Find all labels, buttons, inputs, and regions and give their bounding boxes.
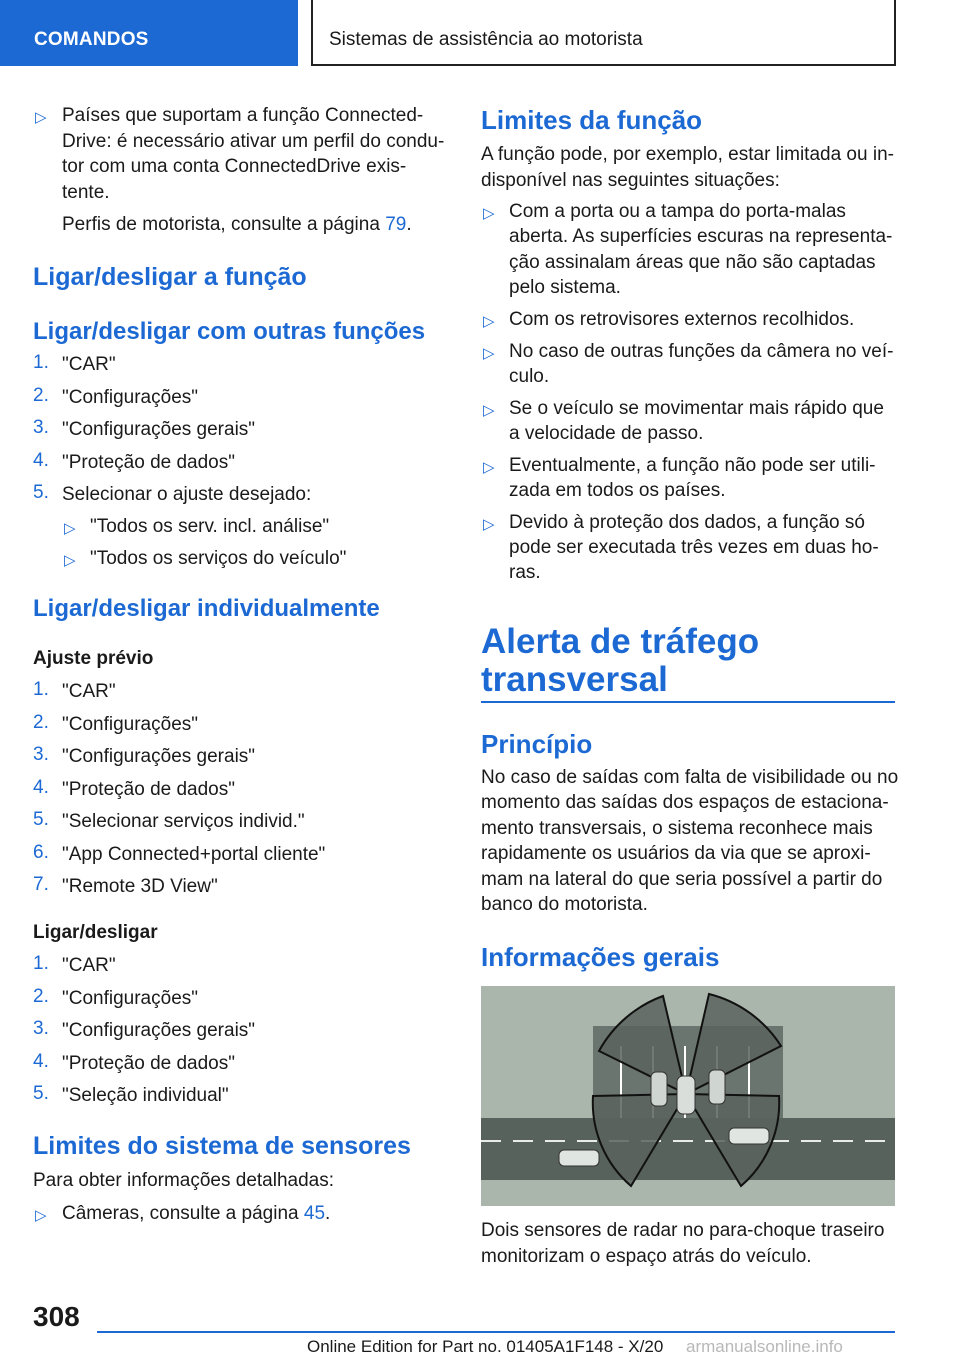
- step-number: 1.: [33, 352, 49, 373]
- bullet-triangle-icon: ▷: [483, 458, 495, 476]
- principle-line: banco do motorista.: [481, 894, 648, 915]
- subsection-heading-individual: Ligar/desligar individualmente: [33, 595, 380, 622]
- figure-caption-line: monitorizam o espaço atrás do veículo.: [481, 1246, 812, 1267]
- principle-line: momento das saídas dos espaços de estaciona‐: [481, 792, 889, 814]
- principle-line: rapidamente os usuários da via que se aproxi‐: [481, 843, 871, 865]
- step-text: "Seleção individual": [62, 1085, 229, 1106]
- step-text: "CAR": [62, 681, 116, 702]
- camera-reference: Câmeras, consulte a página 45.: [62, 1203, 331, 1224]
- page-number: 308: [33, 1301, 80, 1332]
- subsection-heading-other-functions: Ligar/desligar com outras funções: [33, 318, 426, 345]
- intro-bullet-line: tente.: [62, 182, 110, 203]
- section-heading-sensor-limits: Limites do sistema de sensores: [33, 1132, 411, 1160]
- step-number: 3.: [33, 744, 49, 765]
- step-number: 5.: [33, 809, 49, 830]
- intro-bullet-line: Países que suportam a função Connected‐: [62, 105, 424, 126]
- radar-coverage-diagram: [481, 986, 895, 1206]
- step-number: 4.: [33, 776, 49, 798]
- principle-line: mento transversais, o sistema reconhece mais: [481, 817, 873, 839]
- limit-bullet-line: zada em todos os países.: [509, 480, 726, 501]
- bullet-triangle-icon: ▷: [483, 344, 495, 362]
- step-number: 2.: [33, 985, 49, 1007]
- cross-traffic-illustration: [481, 986, 895, 1206]
- step-text: "Configurações": [62, 987, 199, 1009]
- limit-bullet-line: Eventualmente, a função não pode ser utili‐: [509, 454, 876, 476]
- principle-line: mam na lateral do que seria possível a partir do: [481, 868, 883, 890]
- option-item: "Todos os serviços do veículo": [90, 548, 347, 569]
- chapter-heading-line: transversal: [481, 660, 668, 699]
- option-item: "Todos os serv. incl. análise": [90, 516, 330, 537]
- step-text: "Proteção de dados": [62, 778, 235, 800]
- intro-bullet-line: Drive: é necessário ativar um perfil do condu‐: [62, 131, 445, 152]
- chapter-label: Sistemas de assistência ao motorista: [329, 29, 643, 50]
- step-number: 1.: [33, 953, 49, 974]
- limit-bullet-line: Devido à proteção dos dados, a função só: [509, 511, 865, 533]
- step-text: "Configurações": [62, 386, 199, 408]
- step-text: "Remote 3D View": [62, 876, 218, 897]
- limits-intro-line: disponível nas seguintes situações:: [481, 170, 780, 191]
- limit-bullet-line: No caso de outras funções da câmera no veí‐: [509, 340, 894, 362]
- bullet-triangle-icon: ▷: [483, 515, 495, 533]
- step-text: "App Connected+portal cliente": [62, 843, 326, 865]
- section-heading-limits: Limites da função: [481, 105, 703, 135]
- driver-profile-reference: Perfis de motorista, consulte a página 79.: [62, 214, 412, 235]
- edition-note: Online Edition for Part no. 01405A1F148 - X/20: [307, 1337, 664, 1356]
- intro-bullet-line: tor com uma conta ConnectedDrive exis‐: [62, 156, 407, 177]
- bullet-triangle-icon: ▷: [483, 205, 495, 222]
- step-number: 5.: [33, 1083, 49, 1104]
- step-text: Selecionar o ajuste desejado:: [62, 484, 312, 505]
- principle-line: No caso de saídas com falta de visibilidade ou no: [481, 767, 899, 788]
- step-text: "Proteção de dados": [62, 451, 235, 473]
- limit-bullet-line: culo.: [509, 365, 550, 387]
- step-text: "Configurações gerais": [62, 419, 256, 440]
- step-text: "Configurações": [62, 713, 199, 735]
- limit-bullet-line: aberta. As superfícies escuras na representa‐: [509, 226, 893, 248]
- limit-bullet-line: ras.: [509, 562, 541, 584]
- step-number: 3.: [33, 1018, 49, 1039]
- page-link[interactable]: 45: [303, 1203, 326, 1224]
- section-heading-principle: Princípio: [481, 729, 593, 759]
- step-number: 1.: [33, 679, 49, 700]
- bullet-triangle-icon: ▷: [35, 109, 47, 126]
- limit-bullet-line: pode ser executada três vezes em duas ho‐: [509, 537, 879, 559]
- section-heading-toggle: Ligar/desligar a função: [33, 263, 307, 291]
- limit-bullet-line: Se o veículo se movimentar mais rápido que: [509, 397, 884, 419]
- page-link[interactable]: 79: [385, 214, 407, 235]
- bullet-triangle-icon: ▷: [64, 552, 76, 569]
- step-text: "Selecionar serviços individ.": [62, 811, 305, 832]
- bullet-triangle-icon: ▷: [35, 1207, 47, 1224]
- figure-caption-line: Dois sensores de radar no para-choque traseiro: [481, 1220, 885, 1241]
- bullet-triangle-icon: ▷: [483, 312, 495, 330]
- bullet-triangle-icon: ▷: [64, 520, 76, 537]
- section-tab: [0, 0, 298, 66]
- step-number: 6.: [33, 841, 49, 863]
- step-number: 7.: [33, 874, 49, 895]
- chapter-box: [311, 0, 896, 66]
- preset-title: Ajuste prévio: [33, 648, 154, 669]
- step-text: "Proteção de dados": [62, 1052, 235, 1074]
- watermark: armanualsonline.info: [686, 1337, 843, 1356]
- onoff-title: Ligar/desligar: [33, 922, 158, 943]
- step-text: "Configurações gerais": [62, 746, 256, 767]
- limit-bullet-line: ção assinalam áreas que não são captadas: [509, 251, 876, 273]
- limit-bullet-line: Com a porta ou a tampa do porta-malas: [509, 201, 846, 222]
- limit-bullet-line: a velocidade de passo.: [509, 422, 704, 444]
- step-text: "CAR": [62, 354, 116, 375]
- chapter-heading-line: Alerta de tráfego: [481, 622, 760, 661]
- page-header: [0, 0, 960, 66]
- step-number: 4.: [33, 1050, 49, 1072]
- footer-rule: [97, 1331, 895, 1333]
- sensor-intro: Para obter informações detalhadas:: [33, 1170, 335, 1191]
- limit-bullet-line: pelo sistema.: [509, 276, 621, 298]
- limit-bullet-line: Com os retrovisores externos recolhidos.: [509, 308, 855, 330]
- bullet-triangle-icon: ▷: [483, 401, 495, 419]
- step-number: 4.: [33, 449, 49, 471]
- step-text: "Configurações gerais": [62, 1020, 256, 1041]
- limits-intro-line: A função pode, por exemplo, estar limitada ou in‐: [481, 144, 894, 165]
- step-number: 5.: [33, 482, 49, 503]
- step-text: "CAR": [62, 955, 116, 976]
- step-number: 3.: [33, 417, 49, 438]
- section-label: COMANDOS: [34, 29, 149, 50]
- heading-rule: [481, 701, 895, 703]
- step-number: 2.: [33, 711, 49, 733]
- step-number: 2.: [33, 384, 49, 406]
- section-heading-general: Informações gerais: [481, 942, 720, 972]
